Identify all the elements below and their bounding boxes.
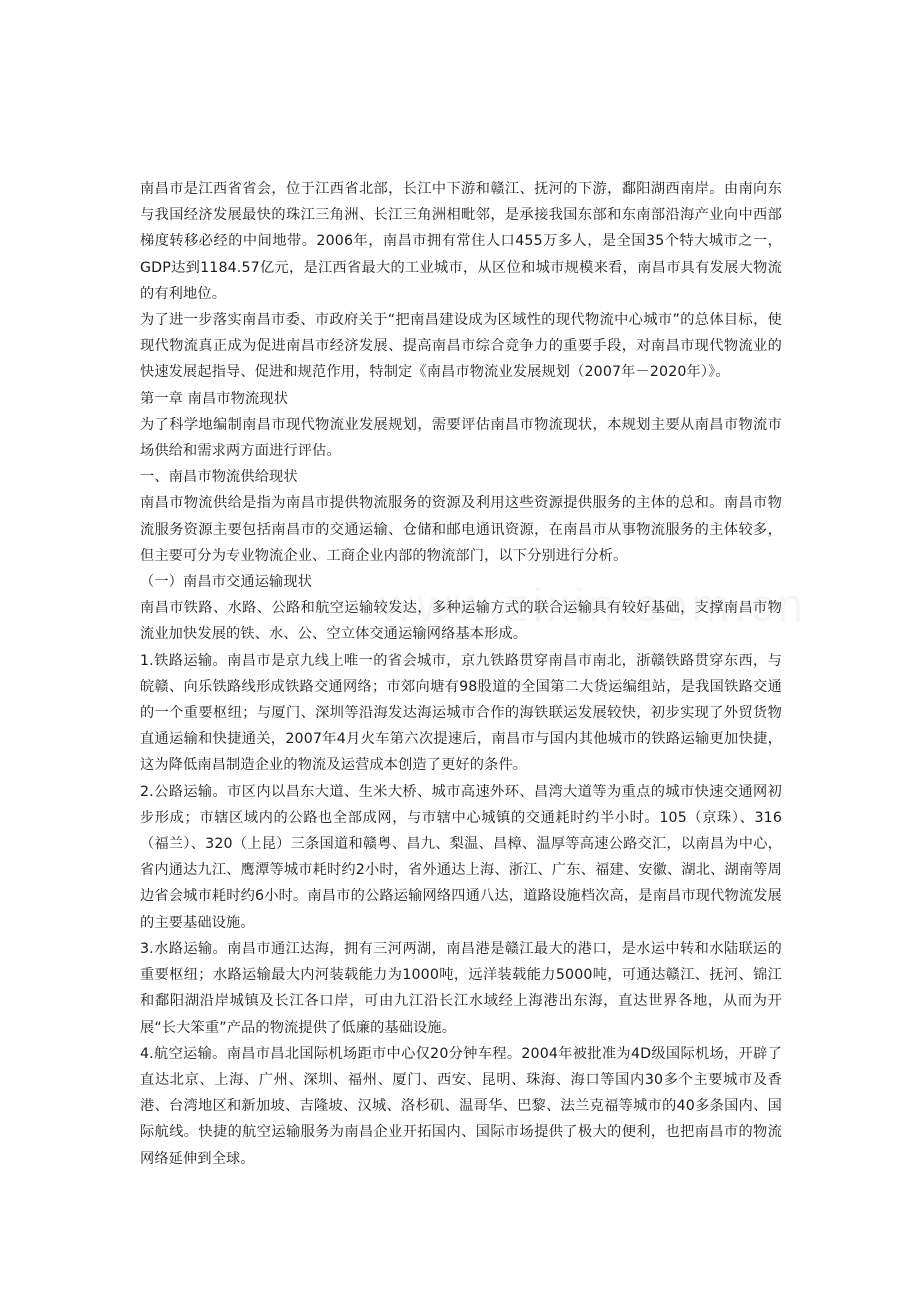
paragraph-chapter-intro: 为了科学地编制南昌市现代物流业发展规划，需要评估南昌市物流现状，本规划主要从南昌市物流市场供给和需求两方面进行评估。: [140, 416, 782, 460]
paragraph-intro: 南昌市是江西省省会，位于江西省北部，长江中下游和赣江、抚河的下游，鄱阳湖西南岸。由南向东与我国经济发展最快的珠江三角洲、长江三角洲相毗邻，是承接我国东部和东南部沿海产业向中西部梯度转移必经的中间地带。2006年，南昌市拥有常住人口455万多人，是全国35个特大城市之一，GDP达到1184.57亿元，是江西省最大的工业城市，从区位和城市规模来看，南昌市具有发展大物流的有利地位。: [140, 181, 782, 302]
paragraph-aviation: 4.航空运输。南昌市昌北国际机场距市中心仅20分钟车程。2004年被批准为4D级国际机场，开辟了直达北京、上海、广州、深圳、福州、厦门、西安、昆明、珠海、海口等国内30多个主要城市及香港、台湾地区和新加坡、吉隆坡、汉城、洛杉矶、温哥华、巴黎、法兰克福等城市的40多条国内、国际航线。快捷的航空运输服务为南昌企业开拓国内、国际市场提供了极大的便利，也把南昌市的物流网络延伸到全球。: [140, 1045, 782, 1167]
paragraph-highway: 2.公路运输。市区内以昌东大道、生米大桥、城市高速外环、昌湾大道等为重点的城市快速交通网初步形成；市辖区域内的公路也全部成网，与市辖中心城镇的交通耗时约半小时。105（京珠）、316（福兰）、320（上昆）三条国道和赣粤、昌九、梨温、昌樟、温厚等高速公路交汇，以南昌为中心，省内通达九江、鹰潭等城市耗时约2小时，省外通达上海、浙江、广东、福建、安徽、湖北、湖南等周边省会城市耗时约6小时。南昌市的公路运输网络四通八达，道路设施档次高，是南昌市现代物流发展的主要基础设施。: [140, 783, 782, 931]
paragraph-railway: 1.铁路运输。南昌市是京九线上唯一的省会城市，京九铁路贯穿南昌市南北，浙赣铁路贯穿东西，与皖赣、向乐铁路线形成铁路交通网络；市郊向塘有98股道的全国第二大货运编组站，是我国铁路交通的一个重要枢纽；与厦门、深圳等沿海发达海运城市合作的海铁联运发展较快，初步实现了外贸货物直通运输和快捷通关，2007年4月火车第六次提速后，南昌市与国内其他城市的铁路运输更加快捷，这为降低南昌制造企业的物流及运营成本创造了更好的条件。: [140, 652, 782, 774]
paragraph-purpose: 为了进一步落实南昌市委、市政府关于“把南昌建设成为区域性的现代物流中心城市”的总体目标，使现代物流真正成为促进南昌市经济发展、提高南昌市综合竞争力的重要手段，对南昌市现代物流业的快速发展起指导、促进和规范作用，特制定《南昌市物流业发展规划（2007年－2020年）》。: [140, 312, 782, 381]
paragraph-transport-overview: 南昌市铁路、水路、公路和航空运输较发达，多种运输方式的联合运输具有较好基础，支撑南昌市物流业加快发展的铁、水、公、空立体交通运输网络基本形成。: [140, 600, 782, 643]
paragraph-waterway: 3.水路运输。南昌市通江达海，拥有三河两湖，南昌港是赣江最大的港口，是水运中转和水陆联运的重要枢纽；水路运输最大内河装载能力为1000吨，远洋装载能力5000吨，可通达赣江、抚河、锦江和鄱阳湖沿岸城镇及长江各口岸，可由九江沿长江水域经上海港出东海，直达世界各地，从而为开展“长大笨重”产品的物流提供了低廉的基础设施。: [140, 940, 782, 1036]
chapter-heading: 第一章 南昌市物流现状: [140, 390, 289, 407]
paragraph-supply: 南昌市物流供给是指为南昌市提供物流服务的资源及利用这些资源提供服务的主体的总和。南昌市物流服务资源主要包括南昌市的交通运输、仓储和邮电通讯资源，在南昌市从事物流服务的主体较多，但主要可分为专业物流企业、工商企业内部的物流部门，以下分别进行分析。: [140, 495, 782, 564]
subsection-heading-transport: （一）南昌市交通运输现状: [140, 574, 313, 591]
section-heading-supply: 一、南昌市物流供给现状: [140, 469, 298, 486]
document-body: [140, 176, 782, 1172]
